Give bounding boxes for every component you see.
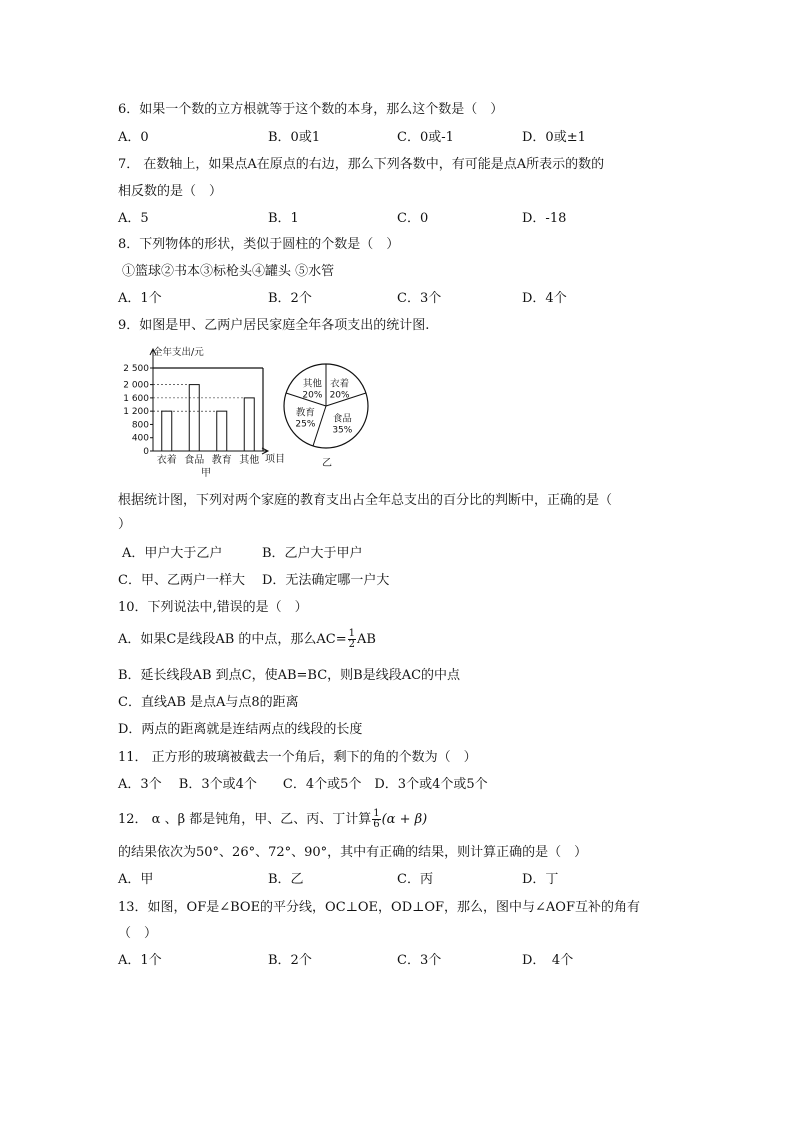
bar-y-tick-label: 1 200: [123, 407, 149, 418]
q8-option-b: B．2个: [268, 291, 312, 306]
bar-y-axis-label: 全年支出/元: [153, 347, 204, 358]
pie-slice-label: 其他: [302, 378, 322, 390]
q9-option-c: C．甲、乙两户一样大: [118, 573, 245, 588]
q13-option-b: B．2个: [268, 953, 312, 968]
q12-option-a: A．甲: [118, 872, 154, 887]
bar-y-tick-label: 400: [131, 433, 149, 444]
q13-option-a: A．1个: [118, 953, 162, 968]
q13-stem-line1: 13．如图，OF是∠BOE的平分线，OC⊥OE，OD⊥OF，那么，图中与∠AOF互补的角有: [118, 900, 640, 915]
q8-items: ①篮球②书本③标枪头④罐头 ⑤水管: [122, 264, 335, 279]
pie-slice-label: 衣着: [330, 378, 350, 390]
q10-option-a: [118, 629, 376, 650]
bar-衣着: [162, 411, 172, 451]
q7-option-a: A．5: [118, 211, 149, 226]
q8-option-d: D．4个: [522, 291, 567, 306]
pie-slice-percent: 35%: [332, 425, 353, 436]
q9-question-line2: ）: [118, 517, 132, 532]
pie-slice-percent: 25%: [295, 419, 316, 430]
bar-教育: [217, 411, 227, 451]
pie-slice-label: 教育: [295, 407, 315, 419]
bar-y-tick-label: 2 000: [123, 380, 149, 391]
q7-stem-line2: 相反数的是（ ）: [118, 184, 223, 199]
fraction-denominator: 2: [348, 639, 356, 650]
fraction-numerator: 1: [348, 628, 356, 639]
pie-slice-percent: 20%: [329, 390, 350, 401]
q6-option-c: C．0或-1: [397, 130, 454, 145]
bar-其他: [244, 398, 254, 451]
q11-options: A．3个 B．3个或4个 C．4个或5个 D．3个或4个或5个: [118, 777, 488, 792]
pie-slice-percent: 20%: [302, 390, 323, 401]
q7-option-d: D．-18: [522, 211, 567, 226]
q8-stem: 8．下列物体的形状，类似于圆柱的个数是（ ）: [118, 237, 400, 252]
fraction-numerator: 1: [373, 808, 380, 819]
q10-option-b: B．延长线段AB 到点C，使AB=BC，则B是线段AC的中点: [118, 668, 461, 683]
q7-option-b: B．1: [268, 211, 299, 226]
q6-option-d: D．0或±1: [522, 130, 586, 145]
q6-option-b: B．0或1: [268, 130, 321, 145]
bar-category-label: 衣着: [156, 455, 177, 466]
bar-x-axis-label: 项目: [265, 454, 285, 465]
bar-y-tick-label: 800: [131, 420, 149, 431]
q12-stem: [118, 809, 427, 830]
q12-stem-prefix: 12． α 、β 都是钝角，甲、乙、丙、丁计算: [118, 812, 372, 827]
bar-y-tick-label: 0: [143, 447, 149, 457]
q8-option-c: C．3个: [397, 291, 442, 306]
q12-line2: 的结果依次为50°、26°、72°、90°，其中有正确的结果，则计算正确的是（ ）: [118, 845, 588, 860]
q9-question-line1: 根据统计图，下列对两个家庭的教育支出占全年总支出的百分比的判断中，正确的是（: [118, 493, 613, 508]
q11-stem: 11． 正方形的玻璃被截去一个角后，剩下的角的个数为（ ）: [118, 750, 477, 765]
q13-stem-line2: （ ）: [118, 926, 158, 941]
bar-y-tick-label: 1 600: [123, 393, 149, 404]
q13-option-d: D． 4个: [522, 953, 574, 968]
q10-option-a-suffix: AB: [357, 632, 376, 647]
fraction-denominator: 6: [373, 819, 380, 830]
q12-option-d: D．丁: [522, 872, 559, 887]
q9-option-d: D．无法确定哪一户大: [262, 573, 390, 588]
bar-category-label: 其他: [239, 455, 260, 466]
bar-y-tick-label: 2 500: [123, 364, 149, 374]
q10-option-d: D．两点的距离就是连结两点的线段的长度: [118, 722, 363, 737]
q7-stem-line1: 7． 在数轴上，如果点A在原点的右边，那么下列各数中，有可能是点A所表示的数的: [118, 157, 605, 172]
q10-option-a-prefix: A．如果C是线段AB 的中点，那么AC=: [118, 632, 347, 647]
q9-option-b: B．乙户大于甲户: [262, 546, 363, 561]
bar-食品: [189, 385, 199, 451]
q8-option-a: A．1个: [118, 291, 162, 306]
bar-category-label: 教育: [211, 455, 232, 466]
pie-chart-yi: [282, 358, 372, 470]
bar-chart-caption: 甲: [201, 468, 211, 479]
q7-option-c: C．0: [397, 211, 429, 226]
q9-option-a: A．甲户大于乙户: [122, 546, 223, 561]
q12-alpha-plus-beta: (α + β): [381, 812, 428, 827]
bar-category-label: 食品: [184, 455, 205, 466]
pie-chart-caption: 乙: [322, 458, 332, 469]
q10-option-c: C．直线AB 是点A与点8的距离: [118, 695, 299, 710]
q10-stem: 10．下列说法中,错误的是（ ）: [118, 600, 308, 615]
pie-slice-label: 食品: [332, 413, 352, 425]
fraction-one-sixth: [372, 809, 380, 830]
bar-chart-jia: [118, 342, 298, 480]
q13-option-c: C．3个: [397, 953, 442, 968]
q12-option-c: C．丙: [397, 872, 433, 887]
fraction-one-half: [348, 629, 356, 650]
q6-option-a: A．0: [118, 130, 149, 145]
q12-option-b: B．乙: [268, 872, 304, 887]
q9-stem: 9．如图是甲、乙两户居民家庭全年各项支出的统计图.: [118, 318, 430, 333]
q6-stem: 6．如果一个数的立方根就等于这个数的本身，那么这个数是（ ）: [118, 102, 504, 117]
